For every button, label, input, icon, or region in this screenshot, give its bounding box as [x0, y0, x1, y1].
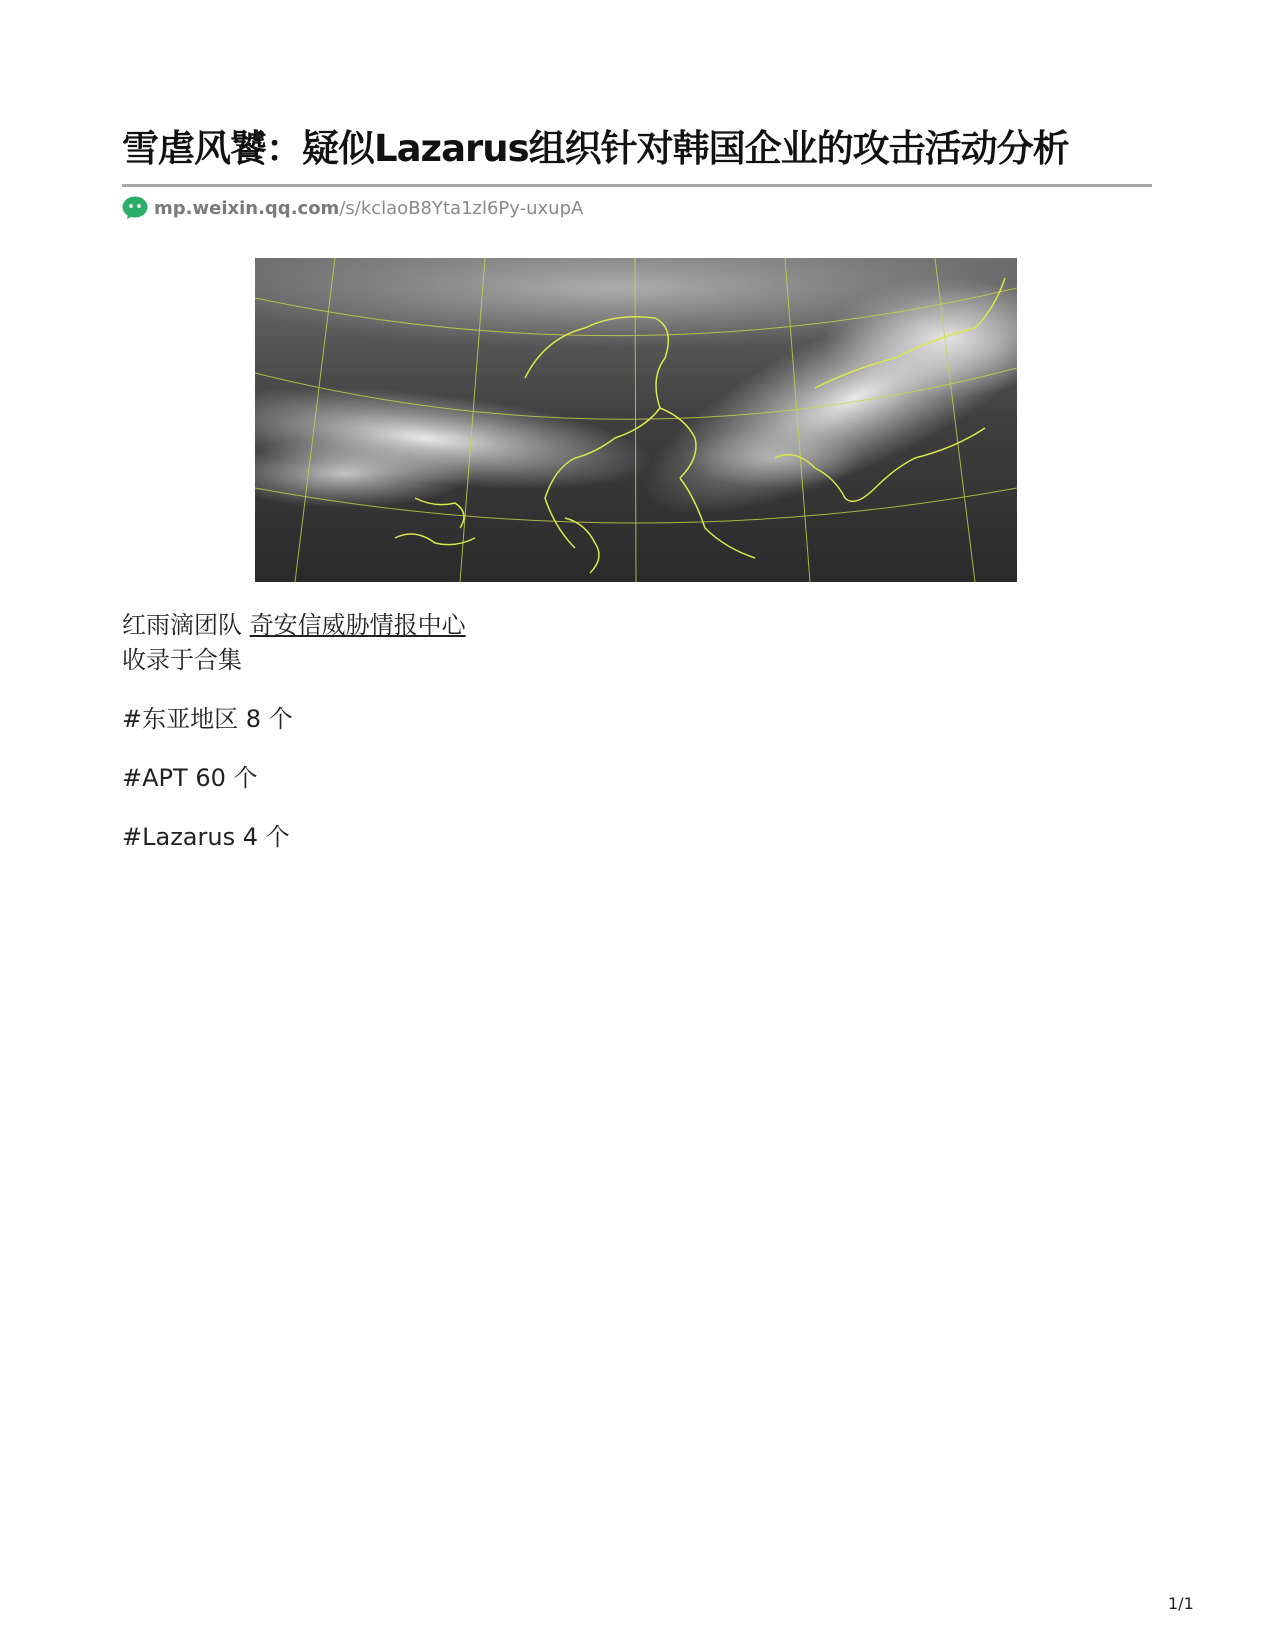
collection-label: 收录于合集 [122, 646, 242, 674]
author-team: 红雨滴团队 [122, 611, 242, 639]
author-link[interactable]: 奇安信威胁情报中心 [249, 611, 466, 639]
page-number: 1/1 [1168, 1594, 1194, 1613]
author-line [122, 608, 466, 642]
article-title: 雪虐风饕：疑似Lazarus组织针对韩国企业的攻击活动分析 [122, 127, 1069, 170]
tag-name[interactable]: #东亚地区 [122, 705, 239, 733]
source-path[interactable]: /s/kclaoB8Yta1zl6Py-uxupA [339, 197, 584, 219]
source-url[interactable] [122, 195, 583, 221]
tag-link-apt[interactable] [122, 761, 257, 795]
tag-name[interactable]: #Lazarus [122, 823, 236, 851]
wechat-icon [122, 196, 148, 220]
tag-link-lazarus[interactable] [122, 820, 290, 854]
tag-count: 8 个 [245, 705, 293, 733]
tag-link-east-asia[interactable] [122, 702, 293, 736]
tag-name[interactable]: #APT [122, 764, 188, 792]
tag-count: 4 个 [242, 823, 290, 851]
tag-count: 60 个 [195, 764, 258, 792]
satellite-image [255, 258, 1017, 582]
source-domain[interactable]: mp.weixin.qq.com [154, 197, 340, 219]
title-divider [122, 184, 1152, 187]
